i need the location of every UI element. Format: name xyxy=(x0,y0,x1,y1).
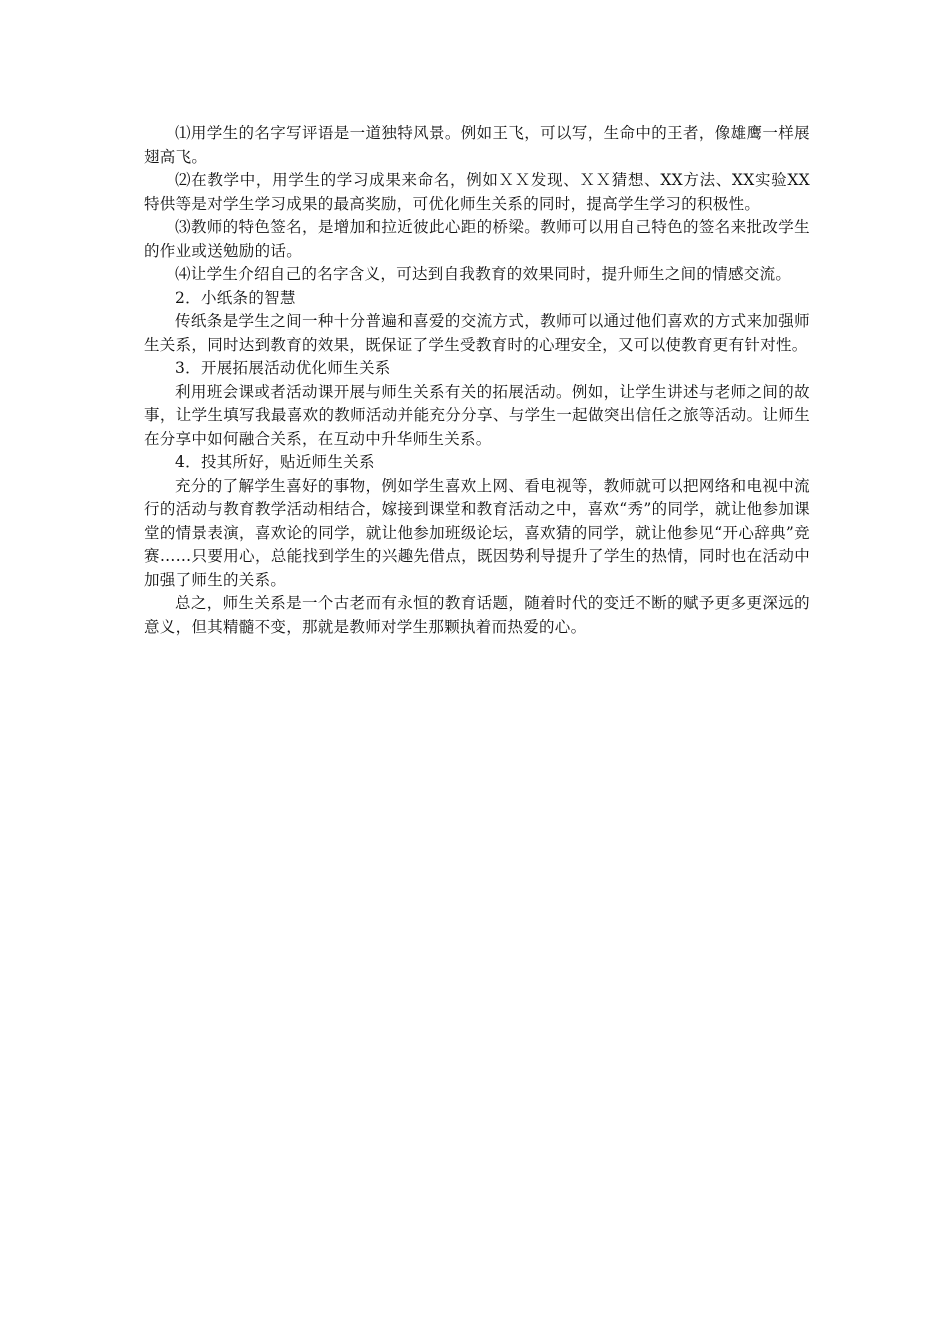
paragraph-teacher-signature: ⑶教师的特色签名，是增加和拉近彼此心距的桥梁。教师可以用自己特色的签名来批改学生的作业或送勉励的话。 xyxy=(144,218,810,260)
document-body xyxy=(144,122,810,639)
paragraph-naming-achievements: ⑵在教学中，用学生的学习成果来命名，例如ＸＸ发现、ＸＸ猜想、XX方法、XX实验XX特供等是对学生学习成果的最高奖励，可优化师生关系的同时，提高学生学习的积极性。 xyxy=(144,171,810,213)
paragraph-interests: 充分的了解学生喜好的事物，例如学生喜欢上网、看电视等，教师就可以把网络和电视中流行的活动与教育教学活动相结合，嫁接到课堂和教育活动之中，喜欢“秀”的同学，就让他参加课堂的情景表演，喜欢论的同学，就让他参加班级论坛，喜欢猜的同学，就让他参见“开心辞典”竞赛……只要用心，总能找到学生的兴趣先借点，既因势利导提升了学生的热情，同时也在活动中加强了师生的关系。 xyxy=(144,476,810,589)
paragraph-class-activities: 利用班会课或者活动课开展与师生关系有关的拓展活动。例如，让学生讲述与老师之间的故事，让学生填写我最喜欢的教师活动并能充分分享、与学生一起做突出信任之旅等活动。让师生在分享中如何融合关系，在互动中升华师生关系。 xyxy=(144,382,810,448)
paragraph-name-meaning: ⑷让学生介绍自己的名字含义，可达到自我教育的效果同时，提升师生之间的情感交流。 xyxy=(175,265,792,283)
paragraph-note-passing: 传纸条是学生之间一种十分普遍和喜爱的交流方式，教师可以通过他们喜欢的方式来加强师生关系，同时达到教育的效果，既保证了学生受教育时的心理安全，又可以使教育更有针对性。 xyxy=(144,312,810,354)
section-heading-student-interests: 4．投其所好，贴近师生关系 xyxy=(175,453,375,471)
section-heading-expansion-activities: 3．开展拓展活动优化师生关系 xyxy=(175,359,391,377)
paragraph-name-comment: ⑴用学生的名字写评语是一道独特风景。例如王飞，可以写，生命中的王者，像雄鹰一样展翅高飞。 xyxy=(144,124,810,166)
section-heading-note-wisdom: 2．小纸条的智慧 xyxy=(175,288,296,307)
paragraph-conclusion: 总之，师生关系是一个古老而有永恒的教育话题，随着时代的变迁不断的赋予更多更深远的意义，但其精髓不变，那就是教师对学生那颗执着而热爱的心。 xyxy=(144,594,810,636)
